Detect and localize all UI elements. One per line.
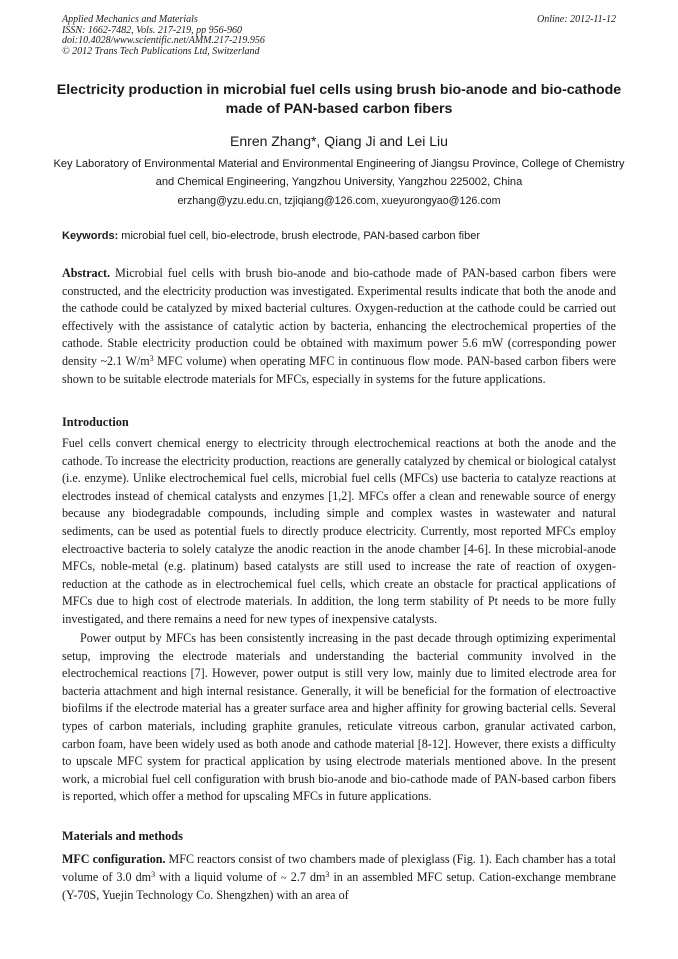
author-emails: erzhang@yzu.edu.cn, tzjiqiang@126.com, xueyurongyao@126.com <box>177 195 501 207</box>
doi-line: doi:10.4028/www.scientific.net/AMM.217-219.956 <box>62 35 265 46</box>
abstract <box>62 265 616 388</box>
copyright-line: © 2012 Trans Tech Publications Ltd, Switzerland <box>62 45 260 57</box>
mfc-text-3: 2.7 dm <box>286 869 326 884</box>
mfc-text-1: MFC reactors consist of two chambers made of plexiglass (Fig. 1). Each chamber has a total volume of 3.0 dm <box>62 852 616 884</box>
mfc-configuration-paragraph <box>62 851 616 905</box>
introduction-paragraph-1: Fuel cells convert chemical energy to electricity through electrochemical reactions at both the anode and the cathode. To increase the electricity production, reactions are generally catalyzed by chemical or biological catalyst (i.e. enzyme). Unlike electrochemical fuel cells, microbial fuel cells (MFCs) use bacteria to catalyze reactions at electrodes instead of chemical catalysts and enzymes [1,2]. MFCs offer a clean and renewable source of energy because any biodegradable compounds, including simple and complex wastes in wastewater and natural sediments, can be used as potential fuels to directly produce electricity. Currently, most reported MFCs employ electroactive bacteria to solely catalyze the anodic reaction in the anode chamber [4-6]. In these microbial-anode MFCs, noble-metal (e.g. platinum) based catalysts are still used to increase the rate of reaction of oxygen-reduction at the cathode as in electrochemical fuel cells, which create an obstacle for practical applications of MFCs due to high cost of electrode materials. In addition, the long term stability of Pt needs to be more fully investigated, and there remains a need for new types of inexpensive catalysts. <box>62 436 616 626</box>
abstract-superscript: 3 <box>149 353 154 363</box>
introduction-paragraph-2: Power output by MFCs has been consistently increasing in the past decade through optimizing experimental setup, improving the electrode materials and understanding the bacterial community involved in the electrochemical reactions [7]. However, power output is still very low, mainly due to limited electrode area for bacteria attachment and high internal resistance. Generally, it will be beneficial for the formation of electroactive biofilms if the electrode material has a greater surface area and higher affinity for growing bacterial cells. Several types of carbon materials, including graphite granules, reticulate vitreous carbon, granular activated carbon, carbon foam, have been widely used as both anode and cathode material [8-12]. However, there exists a difficulty to upscale MFC system for practical application by using electrode materials mentioned above. In the present work, a microbial fuel cell configuration with brush bio-anode and bio-cathode made of PAN-based carbon fibers is reported, which offer a method for upscaling MFCs in future applications. <box>62 631 616 804</box>
methods-heading: Materials and methods <box>62 829 183 843</box>
online-date: Online: 2012-11-12 <box>537 14 616 25</box>
author-list: Enren Zhang*, Qiang Ji and Lei Liu <box>230 133 448 149</box>
issn-line: ISSN: 1662-7482, Vols. 217-219, pp 956-960 <box>62 24 242 36</box>
affiliation: Key Laboratory of Environmental Material and Environmental Engineering of Jiangsu Province, College of Chemistry and Chemical Engineering, Yangzhou University, Yangzhou 225002, China <box>53 158 625 188</box>
paper-title: Electricity production in microbial fuel cells using brush bio-anode and bio-cathode made of PAN-based carbon fibers <box>56 82 622 117</box>
journal-header <box>62 15 616 57</box>
mfc-text-4: in an assembled MFC setup. Cation-exchange membrane (Y-70S, Yuejin Technology Co. Shengzhen) with an area of <box>62 869 616 903</box>
mfc-superscript-1: 3 <box>151 869 156 879</box>
approx-symbol: ~ <box>280 871 287 884</box>
mfc-text-2: with a liquid volume of <box>155 869 281 884</box>
keywords-text: microbial fuel cell, bio-electrode, brush electrode, PAN-based carbon fiber <box>118 230 481 242</box>
abstract-label: Abstract. <box>62 266 111 280</box>
abstract-text: Microbial fuel cells with brush bio-anode and bio-cathode made of PAN-based carbon fibers were constructed, and the electricity production was investigated. Experimental results indicate that both the anode and the cathode could be catalyzed by mixed bacterial cultures. Oxygen-reduction at the cathode could be carried out effectively with the assistance of catalytic action by bacteria, enhancing the electrochemical properties of the cathode. Stable electricity production could be obtained with maximum power 5.6 mW (corresponding power density ~2.1 W/m <box>62 266 616 368</box>
introduction-heading: Introduction <box>62 415 129 429</box>
journal-name: Applied Mechanics and Materials <box>62 14 198 25</box>
mfc-configuration-label: MFC configuration. <box>62 852 166 866</box>
abstract-text-end: MFC volume) when operating MFC in continuous flow mode. PAN-based carbon fibers were shown to be suitable electrode materials for MFCs, especially in systems for the future applications. <box>62 353 616 386</box>
keywords <box>62 228 616 244</box>
mfc-superscript-2: 3 <box>325 869 330 879</box>
keywords-label: Keywords: <box>62 230 119 242</box>
